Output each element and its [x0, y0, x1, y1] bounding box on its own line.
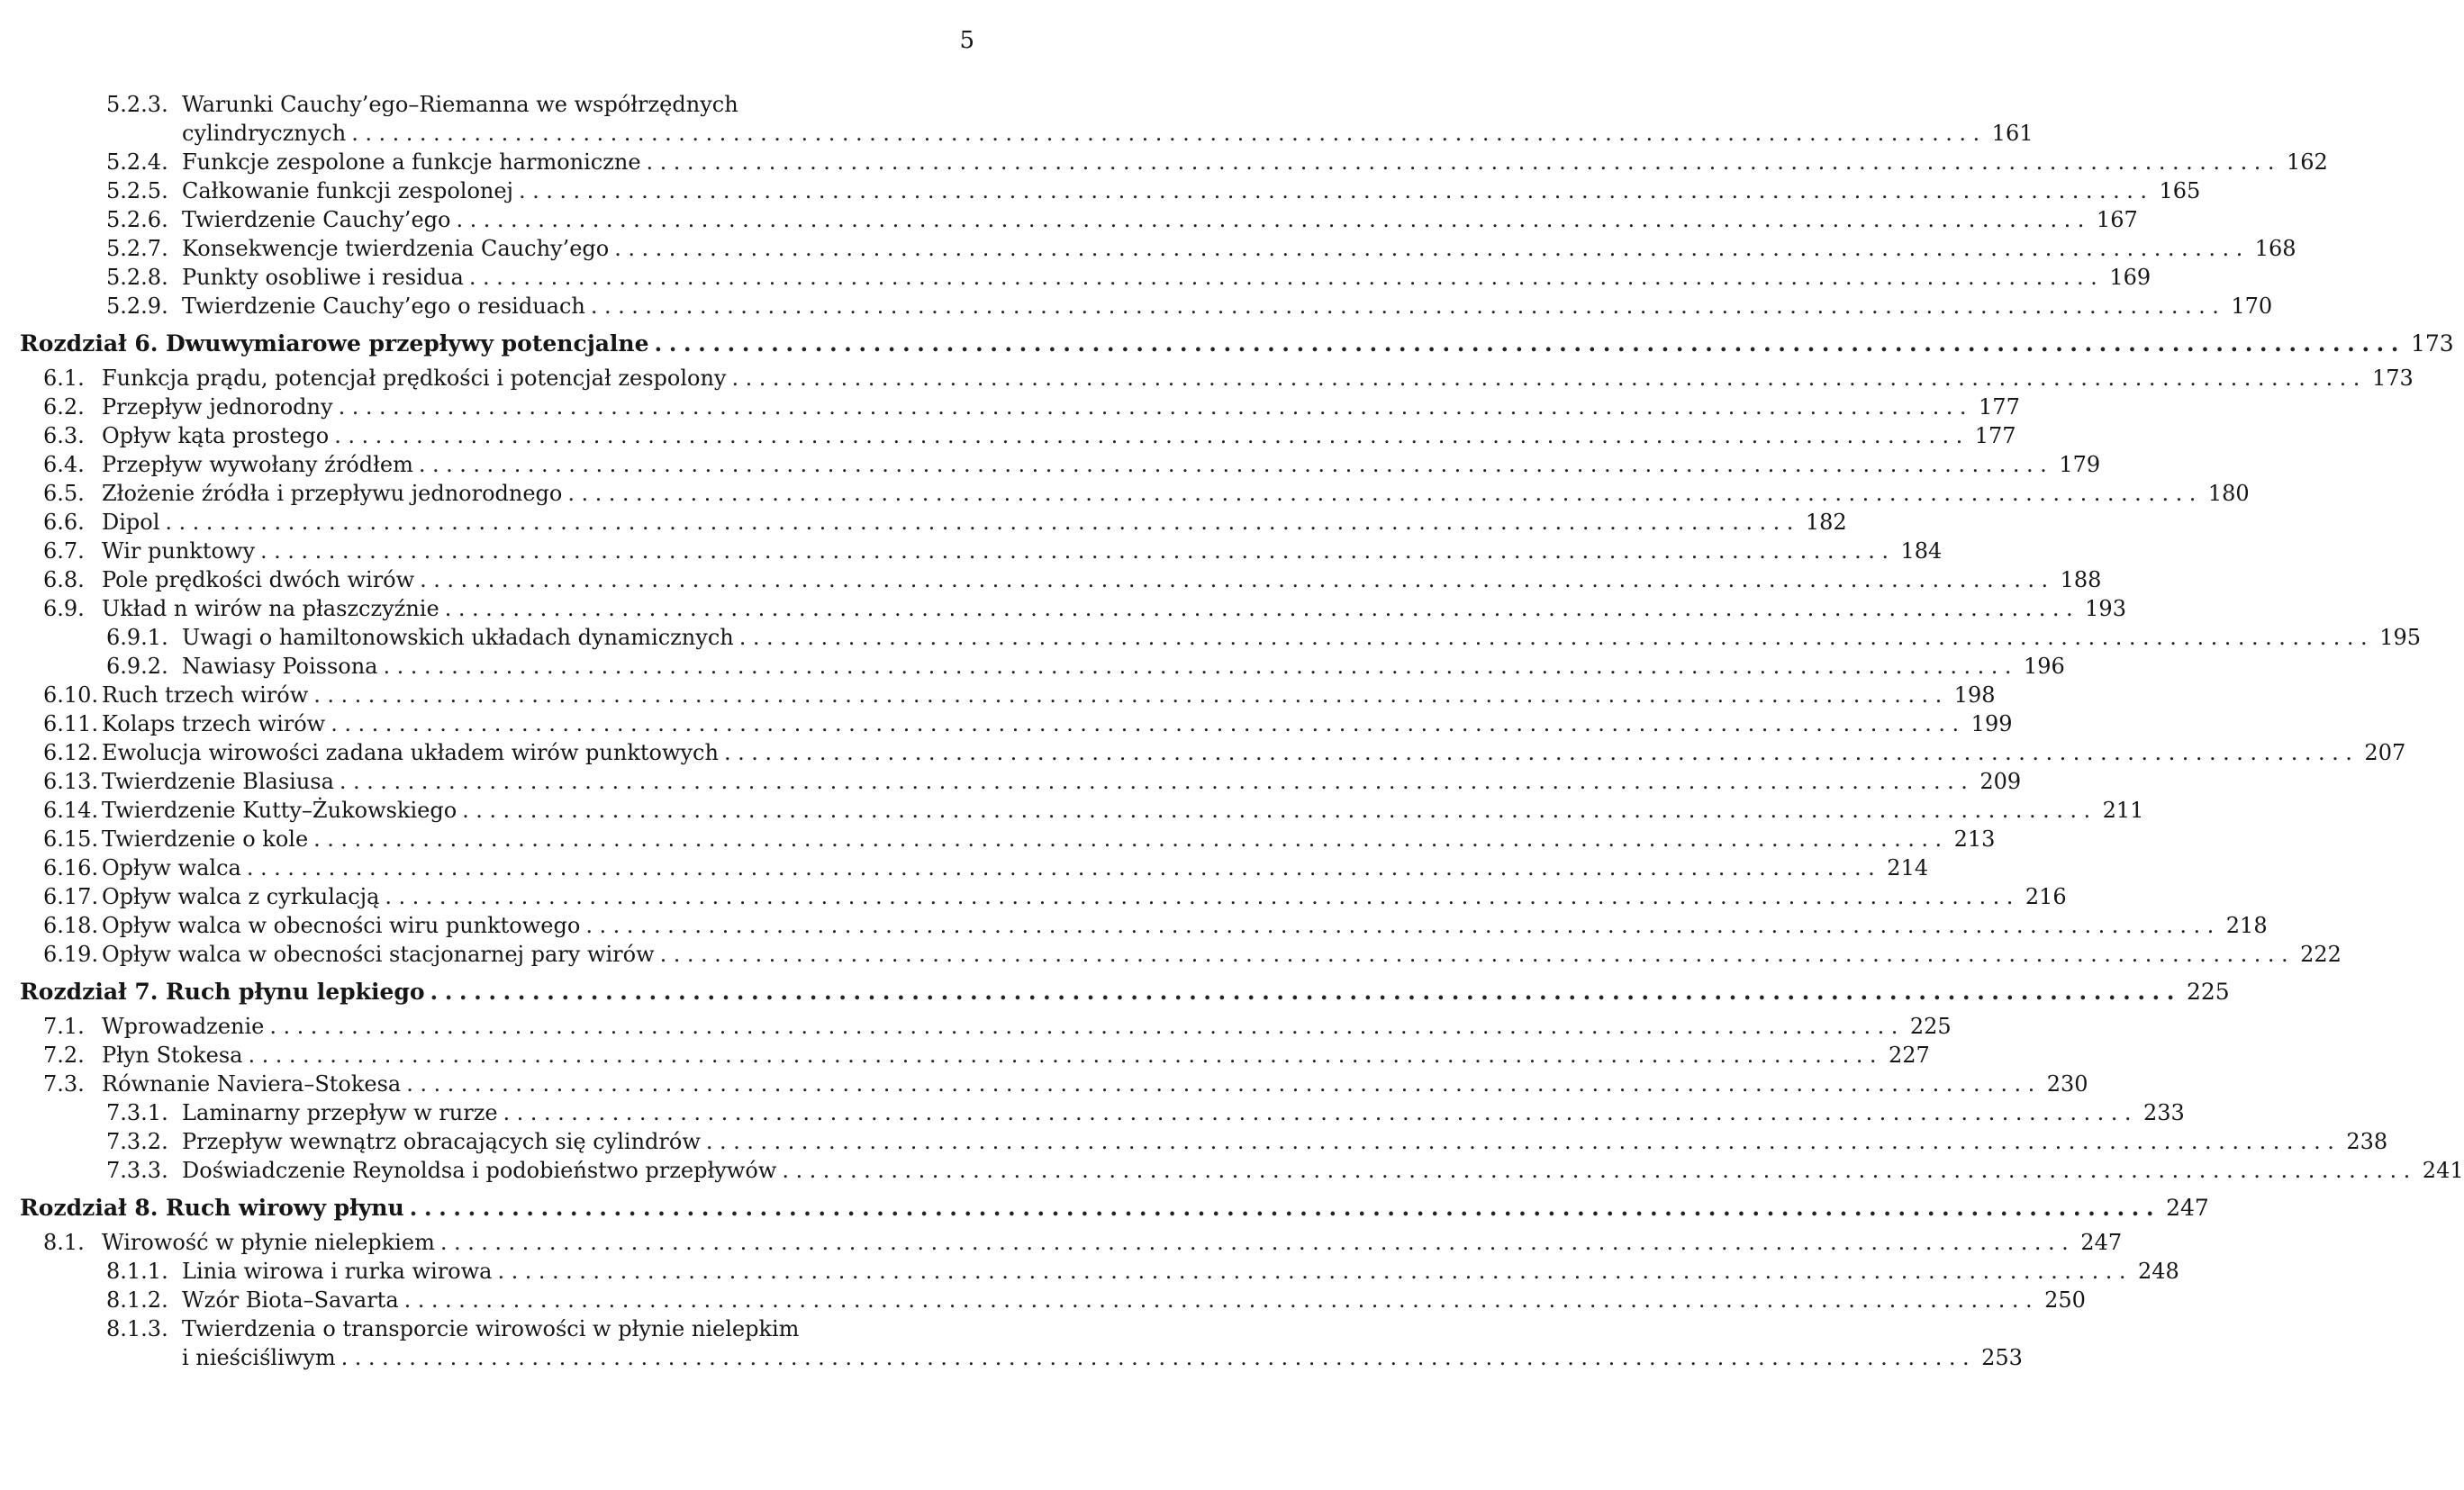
toc-entry-page: 169: [2109, 265, 2151, 290]
toc-entry-title: Laminarny przepływ w rurze: [182, 1100, 498, 1125]
toc-entry-number: 6.9.1.: [106, 625, 168, 650]
toc-entry-title: Płyn Stokesa: [102, 1043, 243, 1068]
toc-entry-page: 182: [1805, 510, 1847, 535]
toc-entry-page: 218: [2225, 913, 2268, 938]
dot-leader: ........................................................................................................................: [165, 510, 1800, 535]
toc-entry[interactable]: [106, 90, 978, 119]
toc-entry-title: Funkcja prądu, potencjał prędkości i potencjał zespolony: [102, 366, 727, 391]
dot-leader: ........................................................................................................................: [503, 1100, 2139, 1125]
toc-entry[interactable]: [43, 767, 2022, 796]
toc-entry-number: 8.1.3.: [106, 1316, 168, 1341]
dot-leader: ........................................................................................................................: [590, 293, 2226, 319]
toc-entry-title: Twierdzenie o kole: [102, 826, 309, 852]
toc-entry-title: Wir punktowy: [102, 538, 256, 564]
dot-leader: ........................................................................................................................: [723, 740, 2360, 765]
dot-leader: ........................................................................................................................: [248, 1043, 1883, 1068]
toc-entry-page: 168: [2254, 236, 2296, 261]
toc-entry-number: 6.9.: [43, 596, 85, 621]
dot-leader: ........................................................................................................................: [439, 1230, 2076, 1255]
toc-entry[interactable]: [43, 911, 2268, 940]
toc-entry[interactable]: [43, 479, 2250, 508]
toc-entry-page: 177: [1974, 423, 2016, 448]
toc-entry-page: 199: [1970, 711, 2013, 736]
toc-entry-title: Wzór Biota–Savarta: [182, 1287, 399, 1313]
toc-entry-page: 180: [2207, 481, 2250, 506]
toc-entry-number: 7.3.1.: [106, 1100, 168, 1125]
toc-entry[interactable]: [43, 825, 1996, 853]
toc-entry-number: 6.18.: [43, 913, 99, 938]
dot-leader: ........................................................................................................................: [409, 1195, 2161, 1221]
toc-entry-number: 6.19.: [43, 942, 99, 967]
toc-entry-title: Pole prędkości dwóch wirów: [102, 567, 415, 592]
dot-leader: ........................................................................................................................: [497, 1259, 2133, 1284]
toc-chapter[interactable]: [20, 330, 2454, 358]
toc-entry-number: 6.4.: [43, 452, 85, 477]
toc-entry-title: Przepływ wywołany źródłem: [102, 452, 413, 477]
dot-leader: ........................................................................................................................: [334, 423, 1970, 448]
toc-entry[interactable]: [106, 263, 2151, 292]
dot-leader: ........................................................................................................................: [585, 913, 2221, 938]
dot-leader: ........................................................................................................................: [269, 1014, 1905, 1039]
toc-entry-number: Rozdział 7.: [20, 979, 159, 1005]
toc-entry-page: 173: [2410, 330, 2454, 357]
toc-entry-title: Przepływ jednorodny: [102, 394, 333, 420]
toc-entry-page: 177: [1979, 394, 2020, 420]
toc-entry-number: 5.2.3.: [106, 92, 168, 117]
toc-entry-page: 225: [2186, 979, 2230, 1005]
dot-leader: ........................................................................................................................: [331, 711, 1966, 736]
toc-entry-page: 248: [2137, 1259, 2179, 1284]
toc-entry-page: 165: [2159, 178, 2201, 203]
toc-entry[interactable]: [43, 508, 1847, 537]
dot-leader: ........................................................................................................................: [456, 207, 2091, 232]
toc-entry-page: 209: [1979, 769, 2022, 794]
toc-entry-title: Opływ walca: [102, 855, 241, 880]
toc-entry-page: 184: [1900, 538, 1943, 564]
toc-entry-title: Opływ walca w obecności stacjonarnej pary wirów: [102, 942, 655, 967]
dot-leader: ........................................................................................................................: [403, 1287, 2040, 1313]
toc-entry-number: 6.5.: [43, 481, 85, 506]
toc-entry-number: 8.1.1.: [106, 1259, 168, 1284]
toc-entry-title: Uwagi o hamiltonowskich układach dynamicznych: [182, 625, 734, 650]
toc-entry-title: Ruch wirowy płynu: [166, 1195, 404, 1221]
toc-entry-number: Rozdział 8.: [20, 1195, 159, 1221]
toc-entry[interactable]: [43, 393, 2020, 421]
toc-entry-title: Twierdzenia o transporcie wirowości w płynie nielepkim: [182, 1316, 800, 1341]
toc-entry-page: 170: [2231, 293, 2273, 319]
toc-entry[interactable]: [106, 1098, 2185, 1127]
toc-entry-title: Konsekwencje twierdzenia Cauchy’ego: [182, 236, 610, 261]
dot-leader: ........................................................................................................................: [654, 330, 2405, 357]
toc-entry[interactable]: [106, 652, 2065, 681]
toc-entry-page: 225: [1909, 1014, 1952, 1039]
toc-entry-title: Równanie Naviera–Stokesa: [102, 1071, 402, 1097]
toc-entry-number: 6.6.: [43, 510, 85, 535]
toc-entry-number: Rozdział 6.: [20, 330, 159, 357]
toc-entry-title: Twierdzenie Cauchy’ego o residuach: [182, 293, 585, 319]
toc-entry[interactable]: [43, 1070, 2088, 1098]
toc-entry-title: Przepływ wewnątrz obracających się cylindrów: [182, 1129, 701, 1154]
toc-entry-page: 196: [2023, 654, 2065, 679]
toc-entry-title: Złożenie źródła i przepływu jednorodnego: [102, 481, 563, 506]
toc-entry[interactable]: [43, 1228, 2123, 1257]
dot-leader: ........................................................................................................................: [444, 596, 2080, 621]
dot-leader: ........................................................................................................................: [313, 826, 1949, 852]
dot-leader: ........................................................................................................................: [340, 1345, 1977, 1370]
toc-entry[interactable]: [43, 421, 2016, 450]
toc-entry-number: 8.1.: [43, 1230, 85, 1255]
toc-entry-page: 230: [2046, 1071, 2088, 1097]
toc-entry[interactable]: [43, 1012, 1952, 1041]
toc-entry-page: 253: [1981, 1345, 2023, 1370]
toc-entry[interactable]: [43, 853, 1929, 882]
toc-chapter[interactable]: [20, 978, 2230, 1007]
toc-entry[interactable]: [106, 1156, 2464, 1185]
toc-entry[interactable]: [43, 796, 2144, 825]
toc-entry-number: 6.14.: [43, 798, 99, 823]
toc-entry-number: 7.3.: [43, 1071, 85, 1097]
toc-entry-page: 188: [2060, 567, 2102, 592]
toc-entry[interactable]: [106, 1314, 978, 1343]
dot-leader: ........................................................................................................................: [246, 855, 1882, 880]
dot-leader: ........................................................................................................................: [614, 236, 2250, 261]
dot-leader: ........................................................................................................................: [420, 567, 2055, 592]
toc-entry[interactable]: [106, 176, 2201, 205]
dot-leader: ........................................................................................................................: [313, 682, 1949, 708]
toc-entry-number: 6.8.: [43, 567, 85, 592]
toc-entry-number: 5.2.8.: [106, 265, 168, 290]
toc-entry[interactable]: [43, 450, 2101, 479]
dot-leader: ........................................................................................................................: [418, 452, 2054, 477]
dot-leader: ........................................................................................................................: [260, 538, 1896, 564]
dot-leader: ........................................................................................................................: [338, 394, 1974, 420]
toc-entry-number: 6.9.2.: [106, 654, 168, 679]
toc-entry-number: 5.2.5.: [106, 178, 168, 203]
toc-entry-number: 8.1.2.: [106, 1287, 168, 1313]
toc-entry-title: Układ n wirów na płaszczyźnie: [102, 596, 439, 621]
toc-entry-title: Twierdzenie Cauchy’ego: [182, 207, 451, 232]
toc-entry-page: 198: [1953, 682, 1996, 708]
toc-entry-title: Wprowadzenie: [102, 1014, 265, 1039]
toc-entry[interactable]: [106, 148, 2328, 176]
toc-entry-page: 222: [2300, 942, 2342, 967]
toc-entry-page: 241: [2422, 1158, 2464, 1183]
toc-entry-page: 247: [2166, 1195, 2209, 1221]
toc-entry[interactable]: [43, 565, 2102, 594]
dot-leader: ........................................................................................................................: [385, 884, 2020, 909]
toc-entry-title: Ruch trzech wirów: [102, 682, 309, 708]
toc-entry[interactable]: [106, 1257, 2179, 1286]
toc-entry-number: 7.2.: [43, 1043, 85, 1068]
dot-leader: ........................................................................................................................: [705, 1129, 2342, 1154]
toc-entry-title: Opływ walca z cyrkulacją: [102, 884, 380, 909]
toc-entry-number: 7.3.3.: [106, 1158, 168, 1183]
dot-leader: ........................................................................................................................: [339, 769, 1975, 794]
toc-entry[interactable]: [43, 364, 2414, 393]
toc-entry-page: 179: [2059, 452, 2101, 477]
dot-leader: ........................................................................................................................: [782, 1158, 2417, 1183]
toc-entry-number: 6.13.: [43, 769, 99, 794]
toc-entry-title: Kolaps trzech wirów: [102, 711, 326, 736]
toc-entry[interactable]: [43, 1041, 1930, 1070]
toc-entry[interactable]: [43, 882, 2067, 911]
toc-entry-page: 216: [2025, 884, 2067, 909]
toc-entry-title: Warunki Cauchy’ego–Riemanna we współrzędnych: [182, 92, 738, 117]
dot-leader: ........................................................................................................................: [731, 366, 2367, 391]
toc-entry-title: Opływ walca w obecności wiru punktowego: [102, 913, 581, 938]
toc-entry[interactable]: [106, 623, 2421, 652]
toc-entry-number: 5.2.9.: [106, 293, 168, 319]
toc-entry-page: 247: [2080, 1230, 2123, 1255]
toc-entry-title: Dipol: [102, 510, 160, 535]
toc-entry[interactable]: [106, 1286, 2086, 1314]
toc-entry-page: 250: [2044, 1287, 2086, 1313]
dot-leader: ........................................................................................................................: [567, 481, 2203, 506]
toc-entry-number: 5.2.4.: [106, 149, 168, 175]
dot-leader: ........................................................................................................................: [738, 625, 2375, 650]
toc-entry-number: 6.15.: [43, 826, 99, 852]
toc-entry[interactable]: [43, 594, 2126, 623]
toc-entry-number: 6.16.: [43, 855, 99, 880]
dot-leader: ........................................................................................................................: [646, 149, 2281, 175]
dot-leader: ........................................................................................................................: [659, 942, 2296, 967]
dot-leader: ........................................................................................................................: [519, 178, 2154, 203]
toc-entry-page: 211: [2102, 798, 2144, 823]
toc-entry-number: 6.12.: [43, 740, 99, 765]
toc-entry-title-continuation: cylindrycznych: [182, 121, 347, 146]
toc-entry-number: 6.10.: [43, 682, 99, 708]
toc-entry-number: 6.2.: [43, 394, 85, 420]
toc-entry-title-continuation: i nieściśliwym: [182, 1345, 336, 1370]
dot-leader: ........................................................................................................................: [462, 798, 2097, 823]
toc-entry-title: Ruch płynu lepkiego: [166, 979, 425, 1005]
toc-entry[interactable]: [43, 537, 1943, 565]
toc-entry[interactable]: [106, 205, 2138, 234]
toc-entry-title: Doświadczenie Reynoldsa i podobieństwo przepływów: [182, 1158, 777, 1183]
toc-entry-number: 6.17.: [43, 884, 99, 909]
toc-entry-page: 227: [1888, 1043, 1930, 1068]
toc-entry-title: Wirowość w płynie nielepkiem: [102, 1230, 435, 1255]
toc-entry-number: 7.3.2.: [106, 1129, 168, 1154]
dot-leader: ........................................................................................................................: [351, 121, 1987, 146]
toc-entry-title: Całkowanie funkcji zespolonej: [182, 178, 513, 203]
toc-entry-page: 173: [2371, 366, 2414, 391]
toc-entry-page: 233: [2143, 1100, 2185, 1125]
toc-entry[interactable]: [43, 940, 2342, 969]
toc-entry[interactable]: [106, 234, 2296, 263]
toc-entry-title: Ewolucja wirowości zadana układem wirów punktowych: [102, 740, 719, 765]
toc-entry-title: Twierdzenie Kutty–Żukowskiego: [102, 798, 457, 823]
toc-entry-title: Funkcje zespolone a funkcje harmoniczne: [182, 149, 641, 175]
toc-entry-number: 7.1.: [43, 1014, 85, 1039]
dot-leader: ........................................................................................................................: [383, 654, 2018, 679]
toc-entry-page: 213: [1953, 826, 1996, 852]
toc-chapter[interactable]: [20, 1194, 2209, 1223]
toc-entry-number: 6.7.: [43, 538, 85, 564]
toc-entry-page: 214: [1887, 855, 1929, 880]
toc-entry[interactable]: [106, 1127, 2388, 1156]
dot-leader: ........................................................................................................................: [468, 265, 2105, 290]
toc-entry[interactable]: [43, 681, 1996, 709]
toc-entry-title: Dwuwymiarowe przepływy potencjalne: [166, 330, 649, 357]
toc-entry-title: Linia wirowa i rurka wirowa: [182, 1259, 493, 1284]
toc-entry-number: 5.2.6.: [106, 207, 168, 232]
toc-entry-number: 6.1.: [43, 366, 85, 391]
toc-entry[interactable]: [106, 292, 2273, 321]
toc-entry-title: Opływ kąta prostego: [102, 423, 330, 448]
toc-entry-continuation[interactable]: [106, 1343, 2023, 1372]
page-number: 5: [959, 27, 974, 54]
toc-entry-title: Twierdzenie Blasiusa: [102, 769, 334, 794]
toc-entry-page: 193: [2085, 596, 2126, 621]
toc-entry-page: 162: [2287, 149, 2328, 175]
toc-entry-page: 161: [1991, 121, 2034, 146]
toc-entry-page: 195: [2379, 625, 2421, 650]
toc-entry-page: 238: [2346, 1129, 2388, 1154]
toc-entry[interactable]: [43, 709, 2013, 738]
toc-entry-number: 6.3.: [43, 423, 85, 448]
toc-entry-title: Nawiasy Poissona: [182, 654, 378, 679]
toc-entry-page: 207: [2364, 740, 2406, 765]
toc-entry-page: 167: [2096, 207, 2138, 232]
dot-leader: ........................................................................................................................: [406, 1071, 2042, 1097]
toc-entry[interactable]: [43, 738, 2406, 767]
toc-entry-number: 5.2.7.: [106, 236, 168, 261]
dot-leader: ........................................................................................................................: [430, 979, 2181, 1005]
toc-entry-continuation[interactable]: [106, 119, 2034, 148]
toc-entry-number: 6.11.: [43, 711, 99, 736]
toc-entry-title: Punkty osobliwe i residua: [182, 265, 464, 290]
